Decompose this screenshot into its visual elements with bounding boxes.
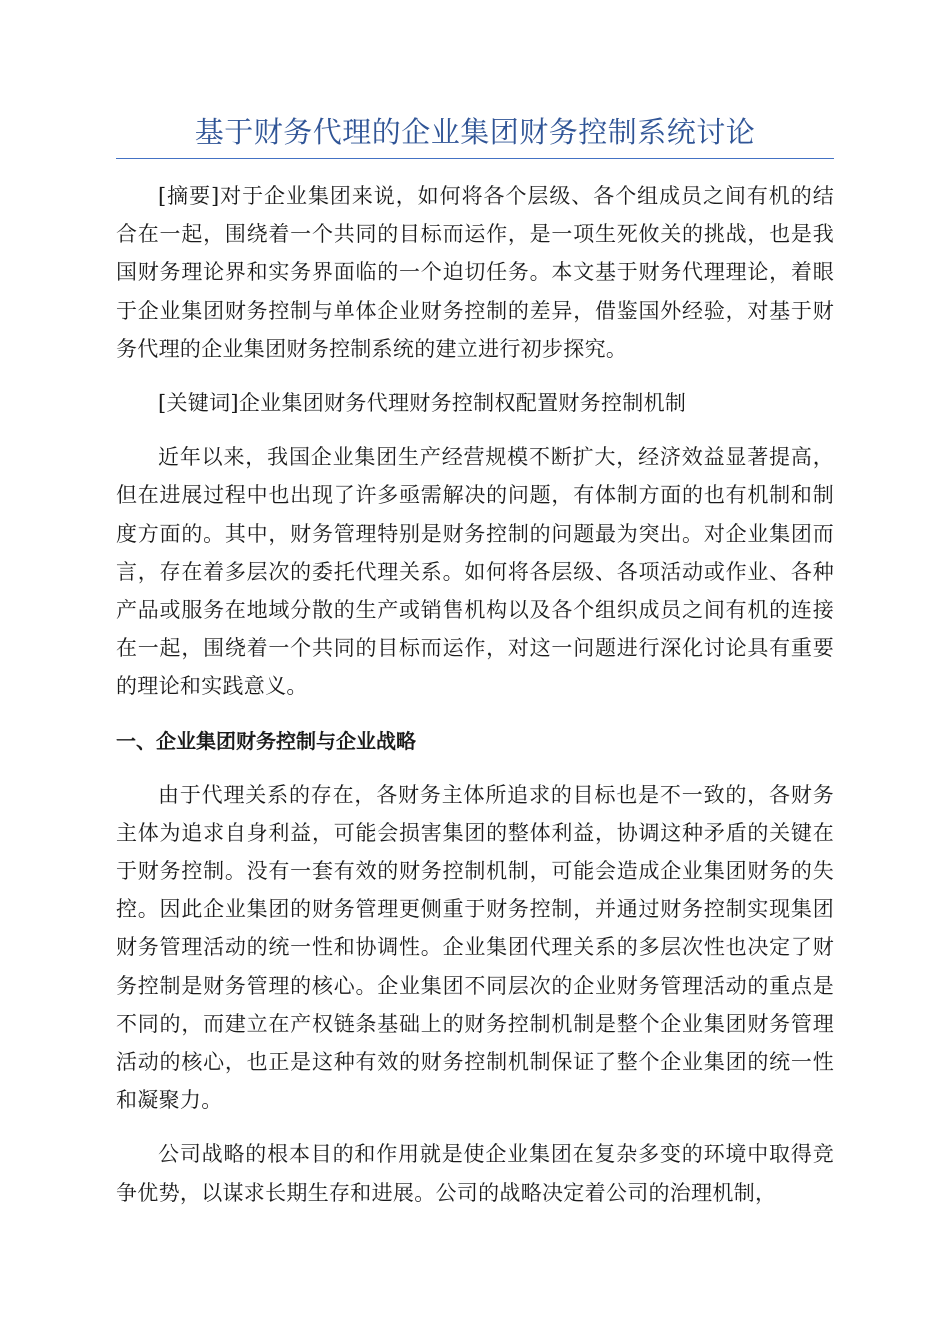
- document-title: 基于财务代理的企业集团财务控制系统讨论: [116, 108, 834, 159]
- abstract-paragraph: [摘要]对于企业集团来说，如何将各个层级、各个组成员之间有机的结合在一起，围绕着一个共同的目标而运作，是一项生死攸关的挑战，也是我国财务理论界和实务界面临的一个迫切任务。本文基于财务代理理论，着眼于企业集团财务控制与单体企业财务控制的差异，借鉴国外经验，对基于财务代理的企业集团财务控制系统的建立进行初步探究。: [116, 184, 834, 361]
- section-heading: 一、企业集团财务控制与企业战略: [116, 728, 416, 753]
- document-page: [116, 108, 834, 1228]
- keywords-paragraph: [关键词]企业集团财务代理财务控制权配置财务控制机制: [158, 391, 687, 416]
- section-paragraph: 公司战略的根本目的和作用就是使企业集团在复杂多变的环境中取得竞争优势，以谋求长期生存和进展。公司的战略决定着公司的治理机制，: [116, 1142, 834, 1205]
- intro-paragraph: 近年以来，我国企业集团生产经营规模不断扩大，经济效益显著提高，但在进展过程中也出现了许多亟需解决的问题，有体制方面的也有机制和制度方面的。其中，财务管理特别是财务控制的问题最为突出。对企业集团而言，存在着多层次的委托代理关系。如何将各层级、各项活动或作业、各种产品或服务在地域分散的生产或销售机构以及各个组织成员之间有机的连接在一起，围绕着一个共同的目标而运作，对这一问题进行深化讨论具有重要的理论和实践意义。: [116, 445, 834, 699]
- section-paragraph: 由于代理关系的存在，各财务主体所追求的目标也是不一致的，各财务主体为追求自身利益，可能会损害集团的整体利益，协调这种矛盾的关键在于财务控制。没有一套有效的财务控制机制，可能会造成企业集团财务的失控。因此企业集团的财务管理更侧重于财务控制，并通过财务控制实现集团财务管理活动的统一性和协调性。企业集团代理关系的多层次性也决定了财务控制是财务管理的核心。企业集团不同层次的企业财务管理活动的重点是不同的，而建立在产权链条基础上的财务控制机制是整个企业集团财务管理活动的核心，也正是这种有效的财务控制机制保证了整个企业集团的统一性和凝聚力。: [116, 782, 834, 1113]
